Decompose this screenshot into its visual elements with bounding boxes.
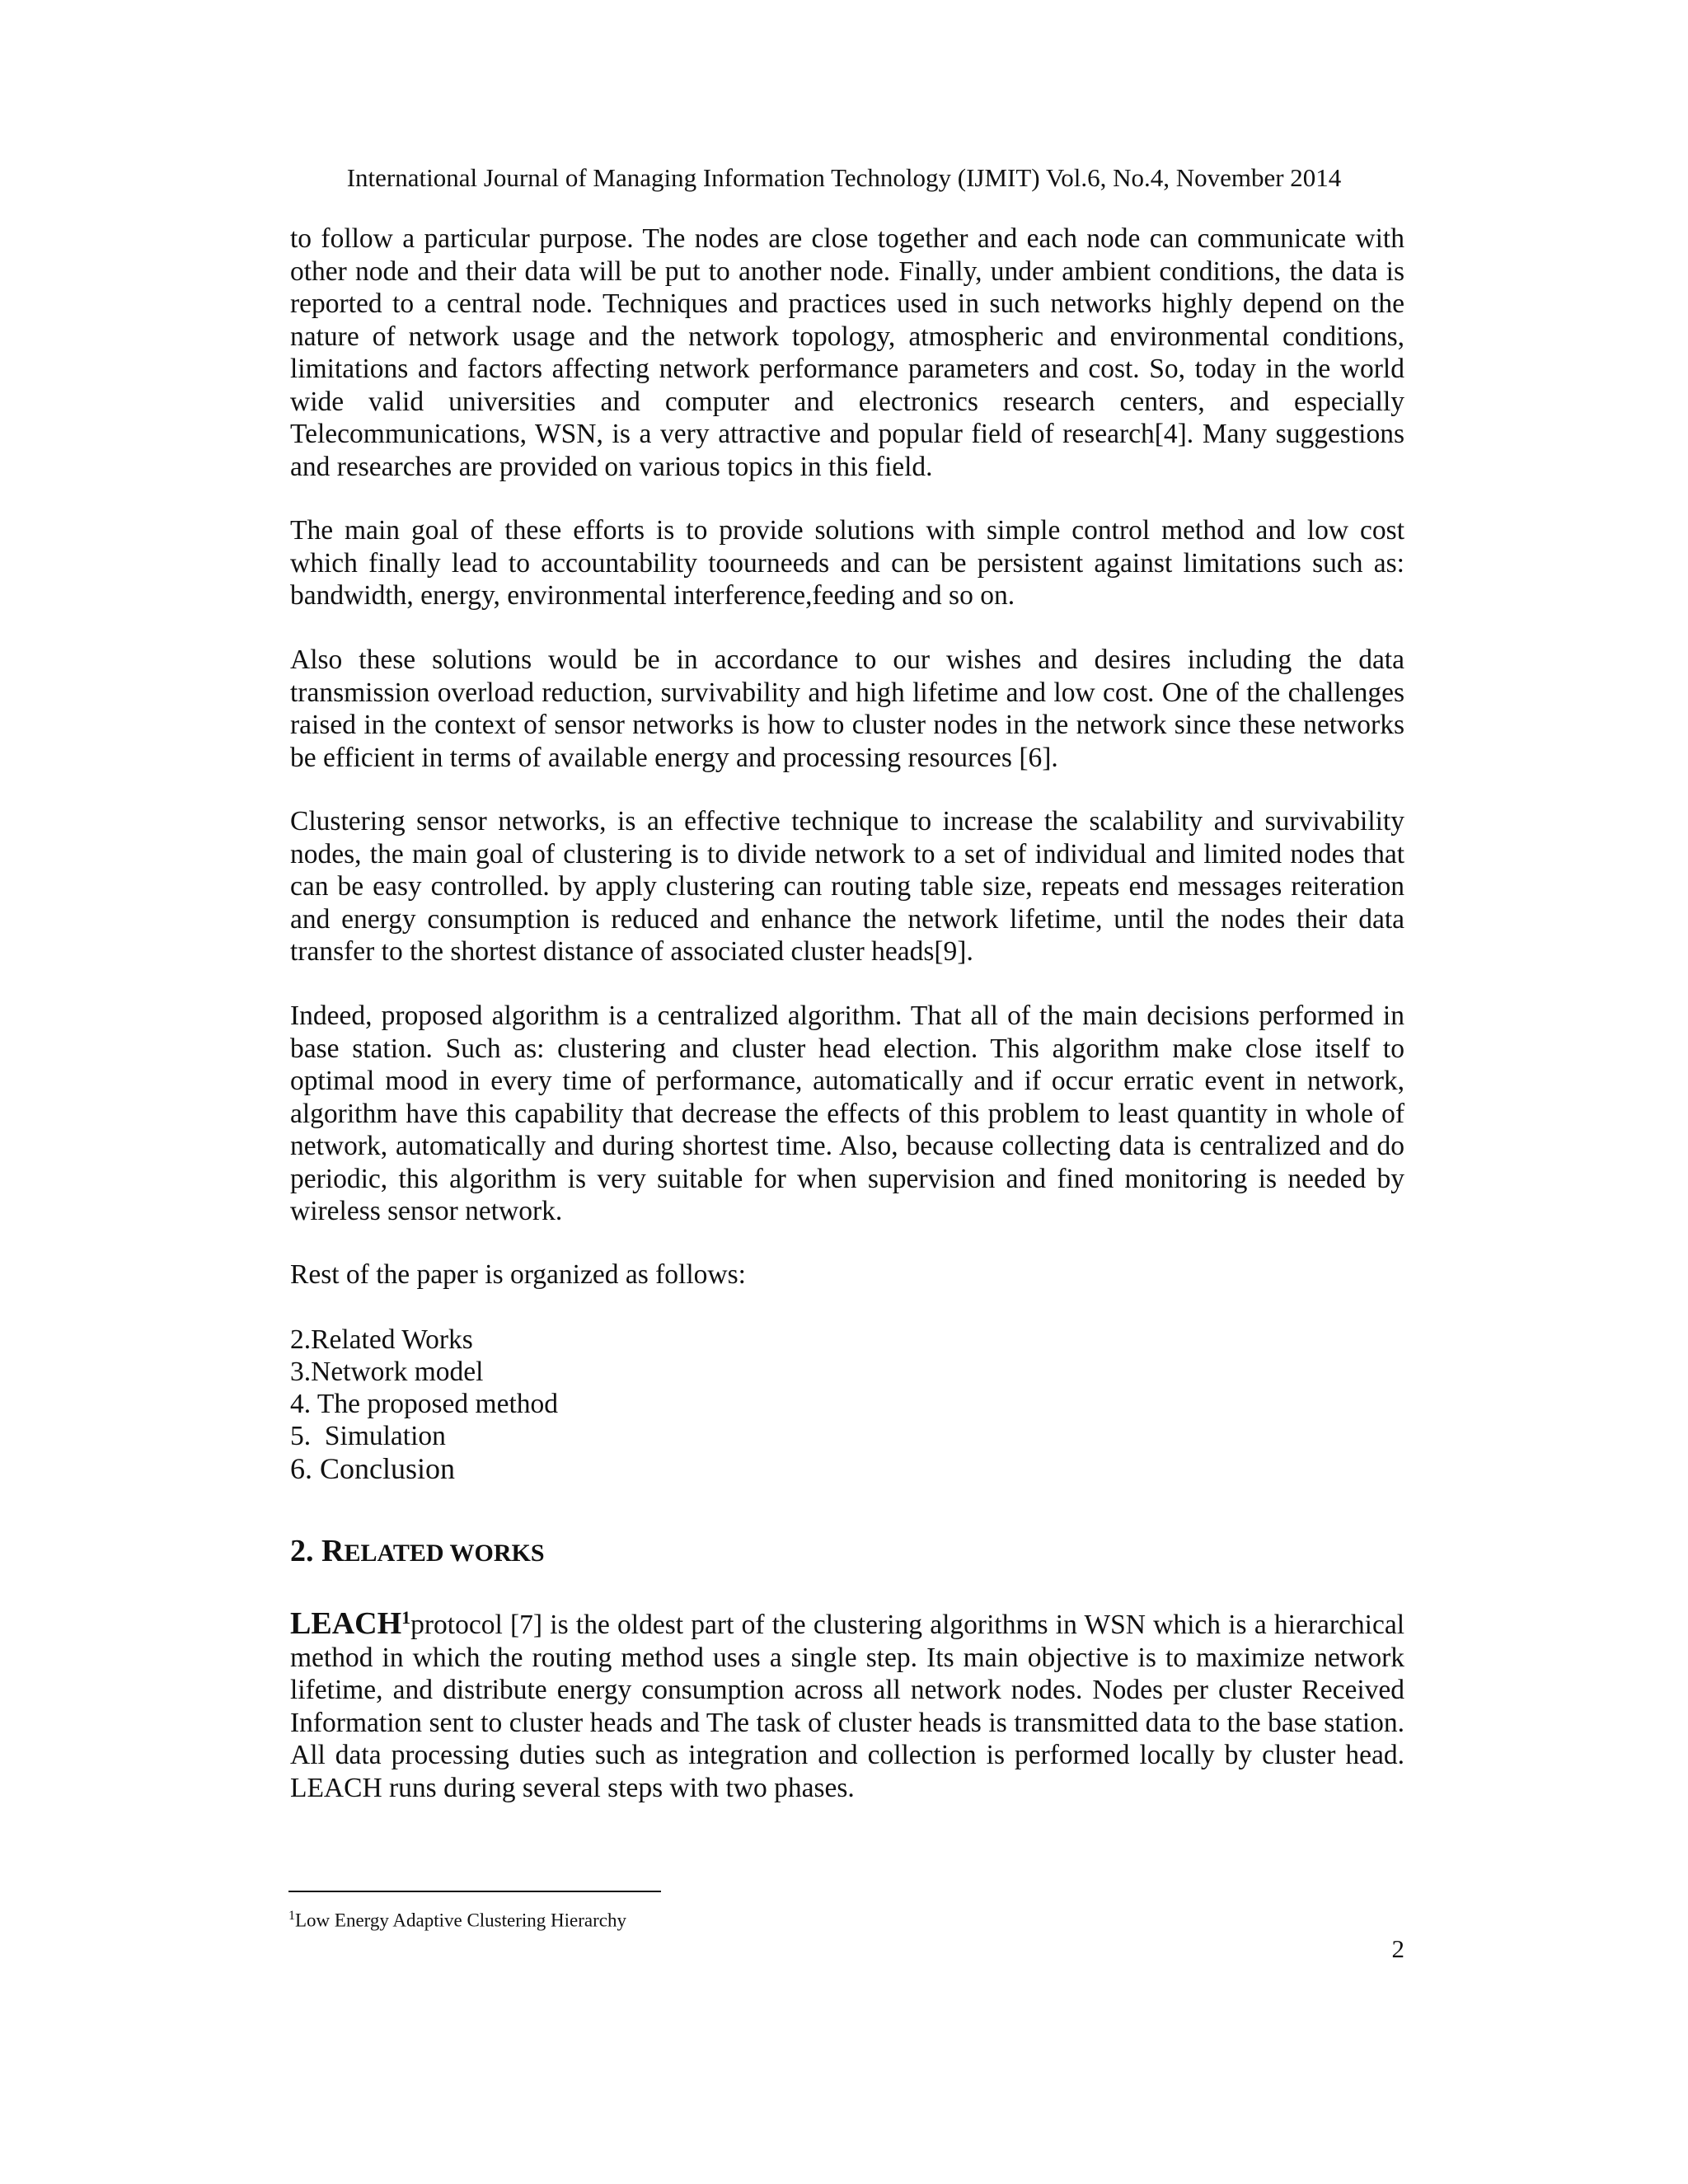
- outline-item-proposed-method: 4. The proposed method: [290, 1389, 559, 1419]
- running-header: International Journal of Managing Information Technology (IJMIT) Vol.6, No.4, November 2014: [346, 163, 1342, 192]
- outline-item-conclusion: 6. Conclusion: [290, 1452, 456, 1485]
- leach-term: LEACH: [290, 1606, 402, 1642]
- section-title-rest: ELATED WORKS: [344, 1540, 545, 1567]
- outline-item-related-works: 2.Related Works: [290, 1324, 473, 1355]
- section-heading-related-works: [290, 1531, 545, 1573]
- paragraph-proposed-algorithm: Indeed, proposed algorithm is a centralized algorithm. That all of the main decisions performed in base station. Such as: clustering and cluster head election. This algorithm make close itself to optimal mood in every time of performance, automatically and if occur erratic event in network, algorithm have this capability that decrease the effects of this problem to least quantity in whole of network, automatically and during shortest time. Also, because collecting data is centralized and do periodic, this algorithm is very suitable for when supervision and fined monitoring is needed by wireless sensor network.: [290, 1001, 1404, 1226]
- paragraph-main-goal: The main goal of these efforts is to provide solutions with simple control method and low cost which finally lead to accountability toourneeds and can be persistent against limitations such as: bandwidth, energy, environmental interference,feeding and so on.: [290, 515, 1404, 611]
- paragraph-organization: Rest of the paper is organized as follows:: [290, 1259, 746, 1290]
- page-number: 2: [1391, 1934, 1404, 1963]
- section-title-initial: R: [321, 1534, 345, 1568]
- section-number: 2.: [290, 1534, 321, 1568]
- footnote: [288, 1904, 626, 1933]
- footnote-text: Low Energy Adaptive Clustering Hierarchy: [295, 1910, 626, 1931]
- leach-text: protocol [7] is the oldest part of the clustering algorithms in WSN which is a hierarchical method in which the routing method uses a single step. Its main objective is to maximize network lifetime, and distribute energy consumption across all network nodes. Nodes per cluster Received Information sent to cluster heads and The task of cluster heads is transmitted data to the base station. All data processing duties such as integration and collection is performed locally by cluster head. LEACH runs during several steps with two phases.: [290, 1610, 1404, 1803]
- footnote-mark: 1: [288, 1909, 295, 1923]
- outline-item-network-model: 3.Network model: [290, 1357, 484, 1387]
- footnote-separator: [288, 1891, 661, 1892]
- paragraph-solutions: Also these solutions would be in accordance to our wishes and desires including the data transmission overload reduction, survivability and high lifetime and low cost. One of the challenges raised in the context of sensor networks is how to cluster nodes in the network since these networks be efficient in terms of available energy and processing resources [6].: [290, 644, 1404, 773]
- footnote-reference-mark: 1: [401, 1607, 411, 1628]
- paragraph-intro-continued: to follow a particular purpose. The nodes are close together and each node can communicate with other node and their data will be put to another node. Finally, under ambient conditions, the data is reported to a central node. Techniques and practices used in such networks highly depend on the nature of network usage and the network topology, atmospheric and environmental conditions, limitations and factors affecting network performance parameters and cost. So, today in the world wide valid universities and computer and electronics research centers, and especially Telecommunications, WSN, is a very attractive and popular field of research[4]. Many suggestions and researches are provided on various topics in this field.: [290, 223, 1404, 482]
- paragraph-clustering: Clustering sensor networks, is an effective technique to increase the scalability and survivability nodes, the main goal of clustering is to divide network to a set of individual and limited nodes that can be easy controlled. by apply clustering can routing table size, repeats end messages reiteration and energy consumption is reduced and enhance the network lifetime, until the nodes their data transfer to the shortest distance of associated cluster heads[9].: [290, 806, 1404, 967]
- paragraph-leach: [290, 1601, 1404, 1804]
- outline-item-simulation: 5. Simulation: [290, 1421, 446, 1451]
